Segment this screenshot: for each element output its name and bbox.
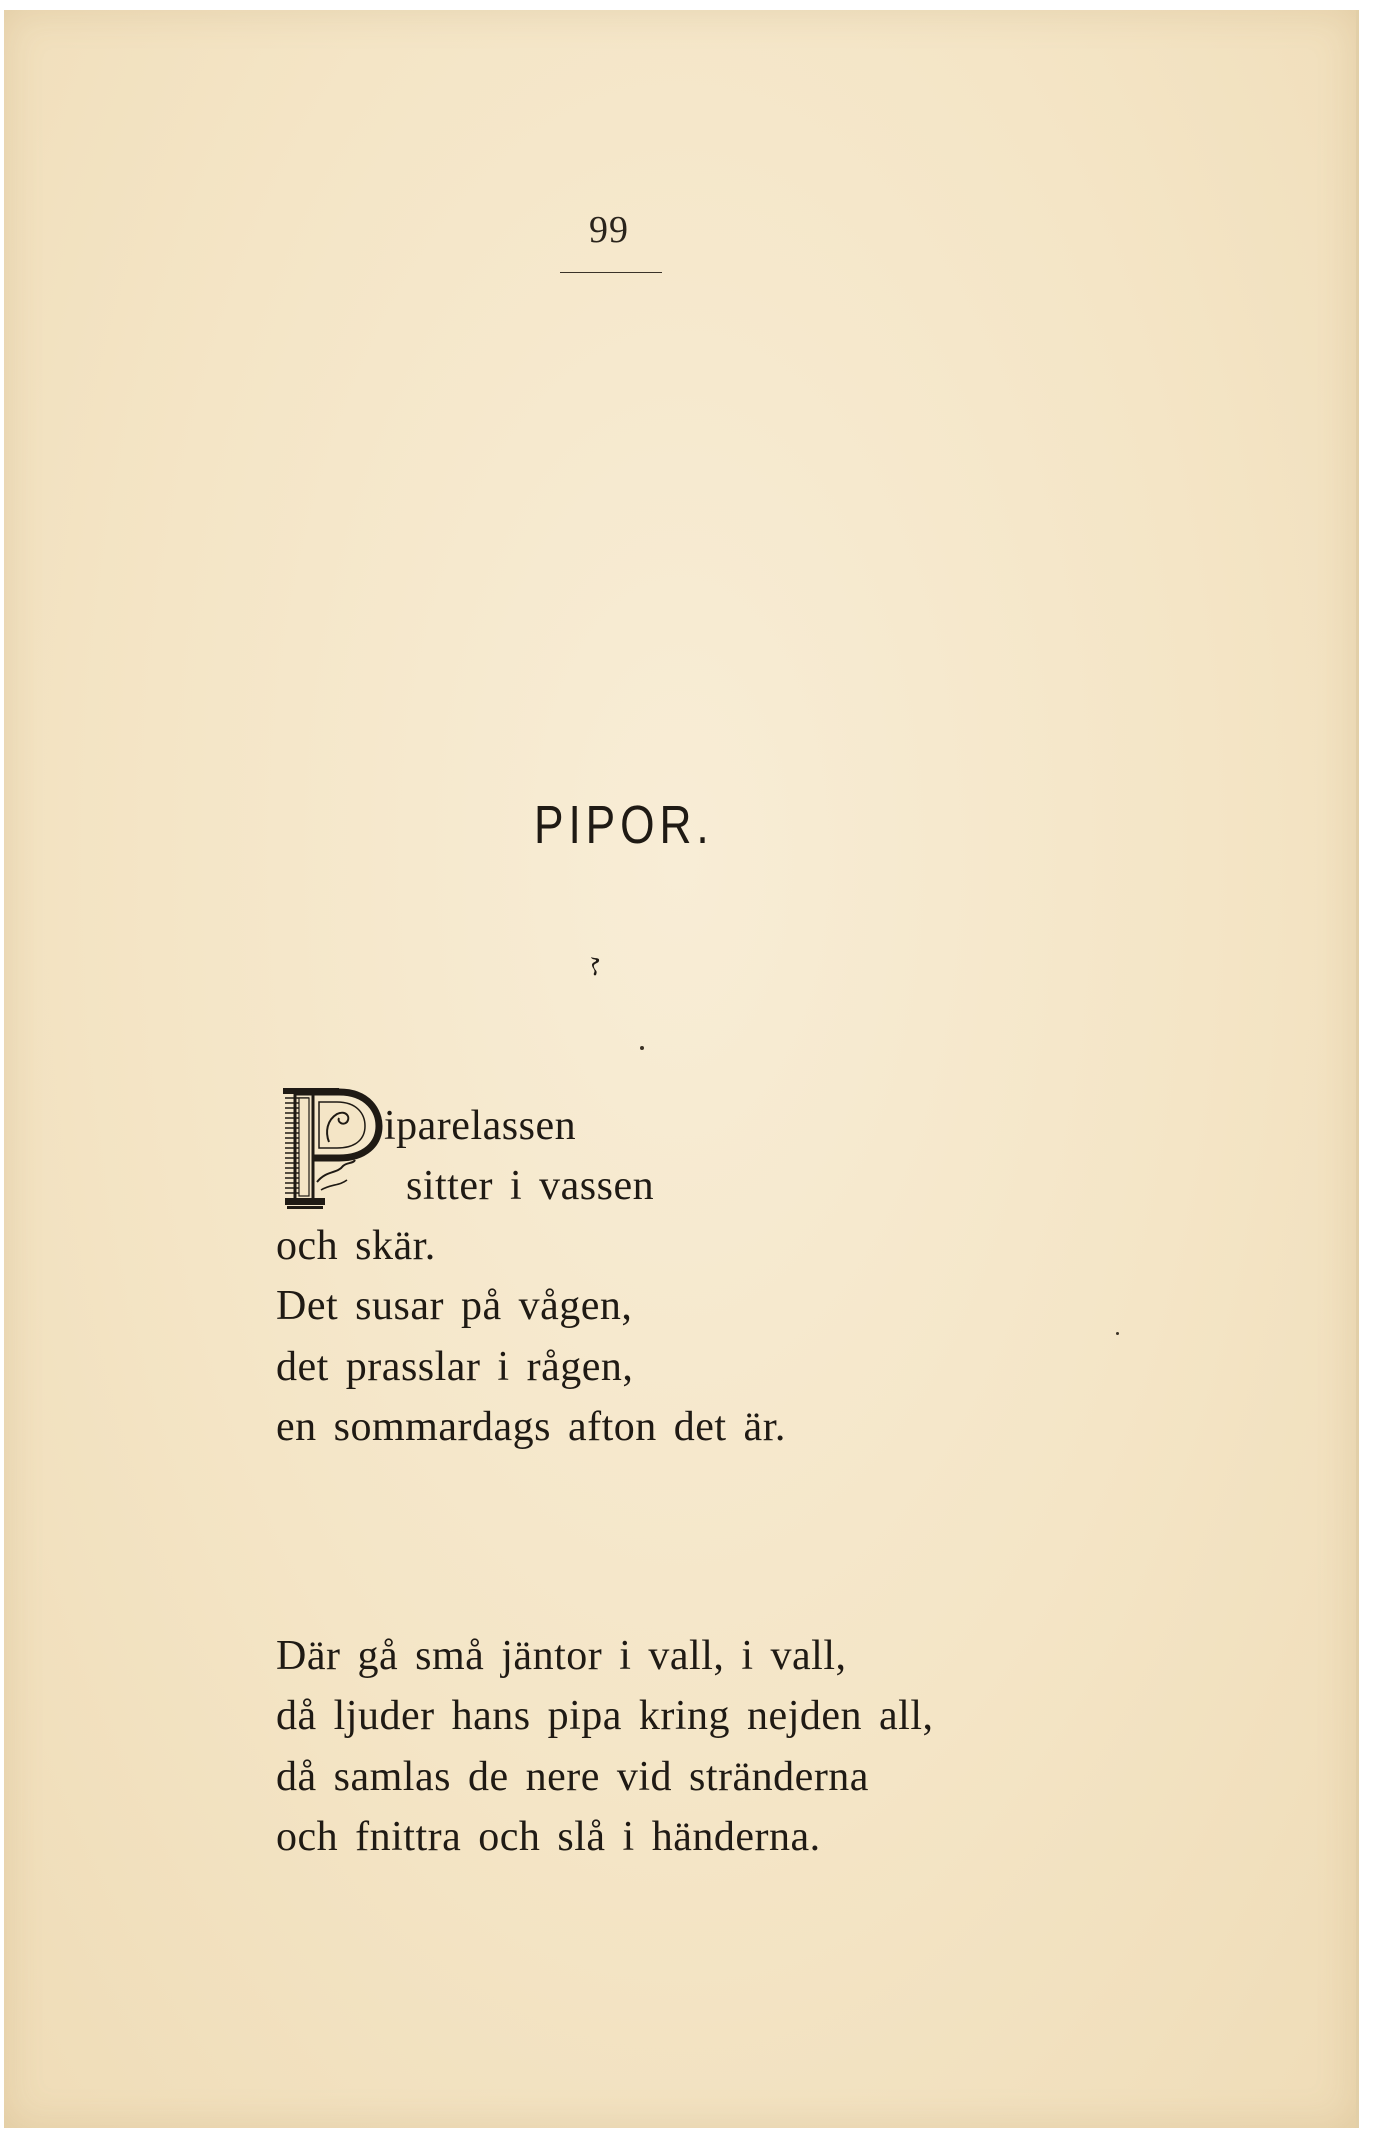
ornate-initial-p-icon [281,1086,385,1214]
stanza2-line4: och fnittra och slå i händerna. [276,1814,821,1860]
poem-title: PIPOR. [534,795,714,855]
stanza2-line1: Där gå små jäntor i vall, i vall, [276,1633,847,1679]
page-number-rule [560,272,662,273]
paper-speck [1116,1332,1119,1335]
stanza2-line2: då ljuder hans pipa kring nejden all, [276,1693,934,1739]
stanza1-line5: det prasslar i rågen, [276,1344,634,1390]
stanza1-line6: en sommardags afton det är. [276,1404,786,1450]
paper-speck [640,1046,644,1050]
stanza1-line4: Det susar på vågen, [276,1283,633,1329]
stanza1-line1: iparelassen [384,1103,577,1149]
fleuron-icon [588,955,602,977]
book-page [4,10,1359,2128]
page-number: 99 [589,209,629,251]
stanza1-line2: sitter i vassen [406,1163,655,1209]
stanza1-line3: och skär. [276,1223,436,1269]
stanza2-line3: då samlas de nere vid stränderna [276,1754,869,1800]
